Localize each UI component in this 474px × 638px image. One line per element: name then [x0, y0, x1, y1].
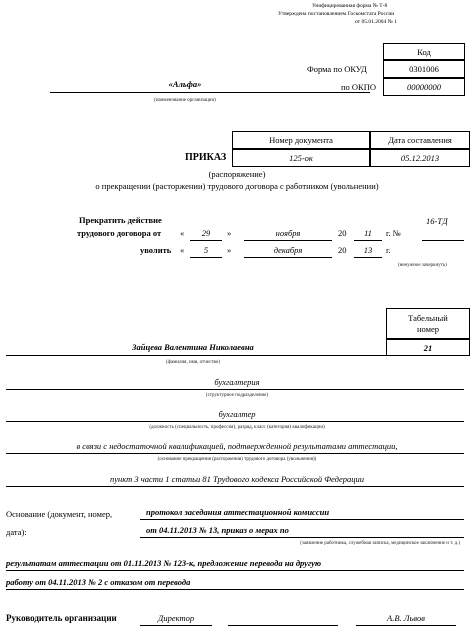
employee-name-caption: (фамилия, имя, отчество): [166, 360, 220, 365]
doc-date-header-cell: [370, 131, 470, 149]
position-line: [6, 421, 464, 422]
contract-year-line: [354, 240, 382, 241]
dismiss-year-line: [354, 257, 382, 258]
signature-position: Директор: [157, 613, 195, 623]
basis-label-1: Основание (документ, номер,: [6, 509, 113, 519]
quote-close-1: »: [227, 228, 232, 238]
form-number-line: Унифицированная форма № Т-8: [312, 3, 388, 9]
quote-open-1: «: [180, 228, 185, 238]
position: бухгалтер: [218, 409, 256, 419]
contract-month: ноября: [275, 228, 301, 238]
dismiss-month: декабря: [273, 245, 303, 255]
basis-underline-3: [6, 570, 464, 571]
strike-caption: (ненужное зачеркнуть): [398, 263, 447, 268]
approval-date-line: от 05.01.2004 № 1: [355, 19, 397, 25]
year-prefix-2: 20: [338, 245, 347, 255]
doc-number-header-cell: [232, 131, 370, 149]
signature-name: А.В. Львов: [387, 613, 425, 623]
contract-number-line: [422, 240, 464, 241]
quote-open-2: «: [180, 245, 185, 255]
tab-header-cell: [386, 308, 470, 339]
dismiss-year-suffix: г.: [386, 245, 391, 255]
contract-year: 11: [364, 228, 372, 238]
document-subtitle: (распоряжение): [208, 169, 266, 179]
tab-number: 21: [423, 342, 433, 353]
doc-date-value: 05.12.2013: [400, 153, 440, 163]
doc-date-cell: [370, 149, 470, 167]
signature-name-line: [356, 625, 456, 626]
basis-value-3: результатам аттестации от 01.11.2013 № 123-к, предложение перевода на другую: [6, 558, 322, 568]
document-subject: о прекращении (расторжении) трудового договора с работником (увольнении): [95, 181, 379, 191]
basis-underline-2: [140, 537, 464, 538]
dismiss-year: 13: [363, 245, 373, 255]
year-prefix-1: 20: [338, 228, 347, 238]
reason-line-1: в связи с недостаточной квалификацией, подтвержденной результатами аттестации,: [76, 441, 398, 451]
okud-value: 0301006: [409, 64, 439, 74]
doc-date-header: Дата составления: [388, 135, 452, 145]
code-header: Код: [417, 46, 431, 57]
position-caption: (должность (специальность, профессия), разряд, класс (категория) квалификации): [149, 425, 325, 430]
basis-value-2: от 04.11.2013 № 13, приказ о мерах по: [146, 525, 289, 535]
basis-caption: (заявление работника, служебная записка, медицинское заключение и т. д.): [300, 541, 460, 546]
dismiss-month-line: [244, 257, 332, 258]
dismiss-day-line: [190, 257, 222, 258]
department-line: [6, 389, 464, 390]
basis-label-2: дата):: [6, 527, 27, 537]
department: бухгалтерия: [214, 377, 260, 387]
signature-label: Руководитель организации: [6, 613, 117, 623]
code-header-cell: [383, 43, 465, 60]
contract-year-suffix: г. №: [386, 228, 401, 238]
okud-cell: [383, 60, 465, 78]
terminate-label-2: трудового договора от: [77, 228, 162, 238]
signature-position-line: [140, 625, 212, 626]
dismiss-day: 5: [203, 245, 209, 255]
document-title: ПРИКАЗ: [185, 152, 227, 163]
basis-underline-4: [6, 589, 464, 590]
organization-line: [50, 92, 370, 93]
approval-line: Утверждена постановлением Госкомстата России: [278, 11, 395, 17]
organization-caption: (наименование организации): [154, 98, 216, 103]
tab-number-cell: [386, 339, 470, 356]
basis-value-1: протокол заседания аттестационной комиссии: [146, 507, 330, 517]
quote-close-2: »: [227, 245, 232, 255]
employee-name: Зайцева Валентина Николаевна: [132, 342, 254, 352]
reason-underline-2: [6, 486, 464, 487]
okpo-cell: [383, 78, 465, 96]
reason-caption: (основание прекращения (расторжения) трудового договора (увольнения)): [157, 457, 317, 462]
contract-day: 29: [201, 228, 211, 238]
doc-number-header: Номер документа: [269, 135, 333, 145]
basis-value-4: работу от 04.11.2013 № 2 с отказом от перевода: [6, 577, 191, 587]
okpo-value: 00000000: [407, 82, 441, 92]
department-caption: (структурное подразделение): [205, 393, 269, 398]
contract-day-line: [190, 240, 222, 241]
terminate-label-1: Прекратить действие: [79, 215, 162, 225]
doc-number-value: 125-ок: [289, 153, 313, 163]
doc-number-cell: [232, 149, 370, 167]
employee-name-line: [6, 355, 386, 356]
dismiss-label: уволить: [140, 245, 172, 255]
tab-header: Табельный номер: [408, 312, 448, 334]
reason-underline-1: [6, 453, 464, 454]
reason-line-2: пункт 3 части 1 статьи 81 Трудового кодекса Российской Федерации: [109, 474, 365, 484]
basis-underline-1: [140, 519, 464, 520]
contract-month-line: [244, 240, 332, 241]
okpo-label: по ОКПО: [341, 82, 377, 92]
okud-label: Форма по ОКУД: [307, 64, 367, 74]
contract-number: 16-ТД: [426, 216, 448, 226]
signature-line: [228, 625, 338, 626]
organization-name: «Альфа»: [168, 79, 202, 89]
